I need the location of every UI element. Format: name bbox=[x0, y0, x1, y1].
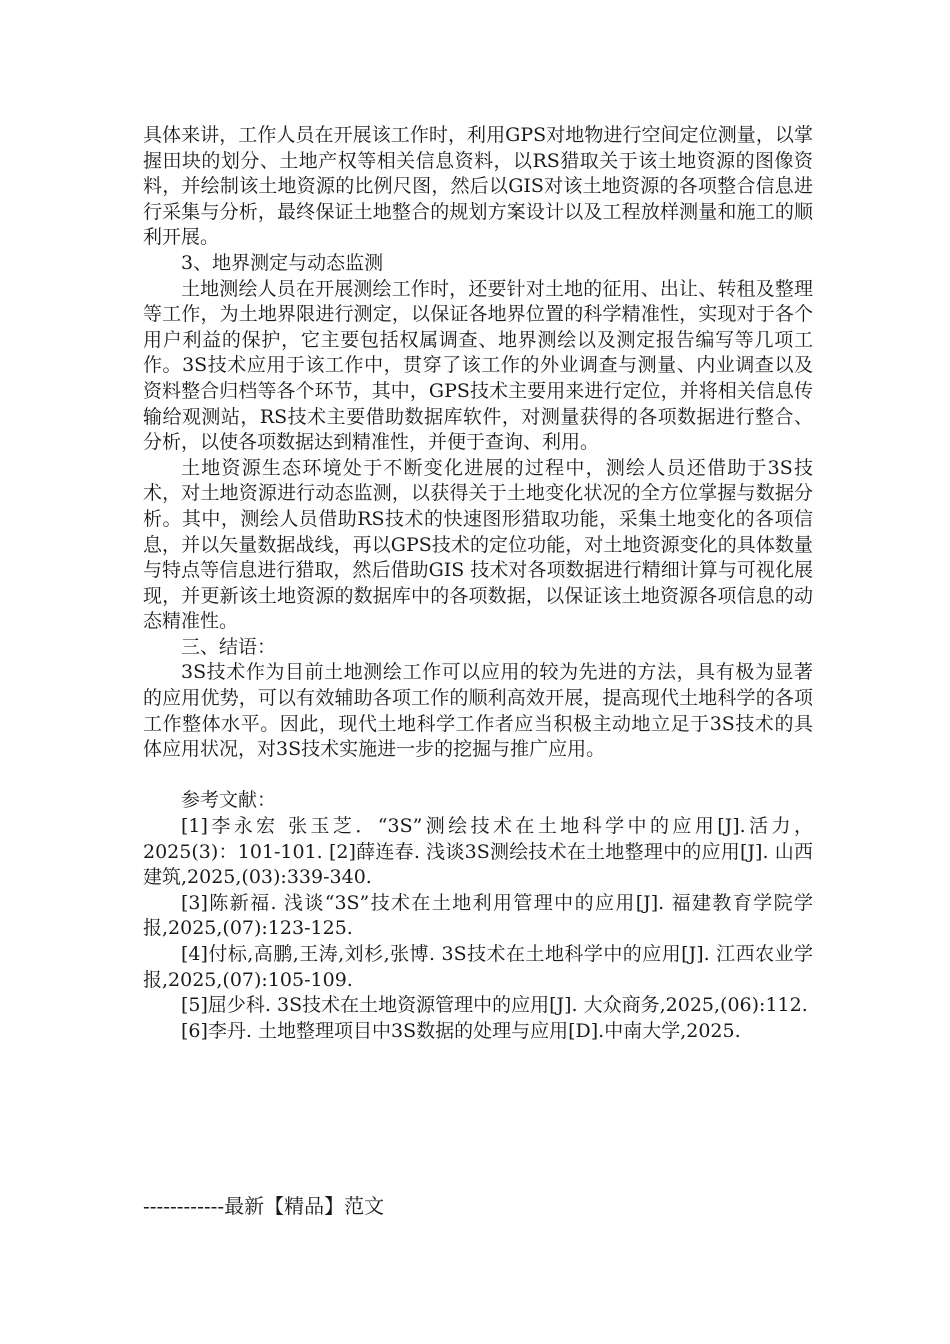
reference-item: [1]李永宏 张玉芝．“3S”测绘技术在土地科学中的应用[J].活力，2025(3)：101-101. [2]薛连春. 浅谈3S测绘技术在土地整理中的应用[J]. 山西建筑,2025,(03):339-340. bbox=[143, 815, 813, 889]
blank-line bbox=[143, 763, 813, 789]
document-body bbox=[143, 123, 813, 1044]
section-heading: 3、地界测定与动态监测 bbox=[181, 251, 384, 274]
reference-item: [5]屈少科. 3S技术在土地资源管理中的应用[J]. 大众商务,2025,(06):112. bbox=[181, 994, 808, 1017]
body-paragraph: 土地资源生态环境处于不断变化进展的过程中，测绘人员还借助于3S技术，对土地资源进行动态监测，以获得关于土地变化状况的全方位掌握与数据分析。其中，测绘人员借助RS技术的快速图形猎取功能，采集土地变化的各项信息，并以矢量数据战线，再以GPS技术的定位功能，对土地资源变化的具体数量与特点等信息进行猎取，然后借助GIS 技术对各项数据进行精细计算与可视化展现，并更新该土地资源的数据库中的各项数据，以保证该土地资源各项信息的动态精准性。 bbox=[143, 456, 813, 633]
body-paragraph: 具体来讲，工作人员在开展该工作时，利用GPS对地物进行空间定位测量，以掌握田块的划分、土地产权等相关信息资料，以RS猎取关于该土地资源的图像资料，并绘制该土地资源的比例尺图，然后以GIS对该土地资源的各项整合信息进行采集与分析，最终保证土地整合的规划方案设计以及工程放样测量和施工的顺利开展。 bbox=[143, 124, 813, 249]
reference-item: [3]陈新福. 浅谈“3S”技术在土地利用管理中的应用[J]. 福建教育学院学报,2025,(07):123-125. bbox=[143, 891, 813, 940]
section-heading: 三、结语： bbox=[181, 635, 277, 658]
reference-item: [6]李丹. 土地整理项目中3S数据的处理与应用[D].中南大学,2025. bbox=[181, 1019, 741, 1042]
body-paragraph: 3S技术作为目前土地测绘工作可以应用的较为先进的方法，具有极为显著的应用优势，可以有效辅助各项工作的顺利高效开展，提高现代土地科学的各项工作整体水平。因此，现代土地科学工作者应当积极主动地立足于3S技术的具体应用状况，对3S技术实施进一步的挖掘与推广应用。 bbox=[143, 661, 813, 761]
body-paragraph: 土地测绘人员在开展测绘工作时，还要针对土地的征用、出让、转租及整理等工作，为土地界限进行测定，以保证各地界位置的科学精准性，实现对于各个用户利益的保护，它主要包括权属调查、地界测绘以及测定报告编写等几项工作。3S技术应用于该工作中，贯穿了该工作的外业调查与测量、内业调查以及资料整合归档等各个环节，其中，GPS技术主要用来进行定位，并将相关信息传输给观测站，RS技术主要借助数据库软件，对测量获得的各项数据进行整合、分析，以使各项数据达到精准性，并便于查询、利用。 bbox=[143, 277, 813, 454]
reference-item: [4]付标,高鹏,王涛,刘杉,张博. 3S技术在土地科学中的应用[J]. 江西农业学报,2025,(07):105-109. bbox=[143, 943, 813, 991]
footer-text: ------------最新【精品】范文 bbox=[143, 1194, 385, 1218]
references-heading: 参考文献： bbox=[181, 789, 277, 812]
